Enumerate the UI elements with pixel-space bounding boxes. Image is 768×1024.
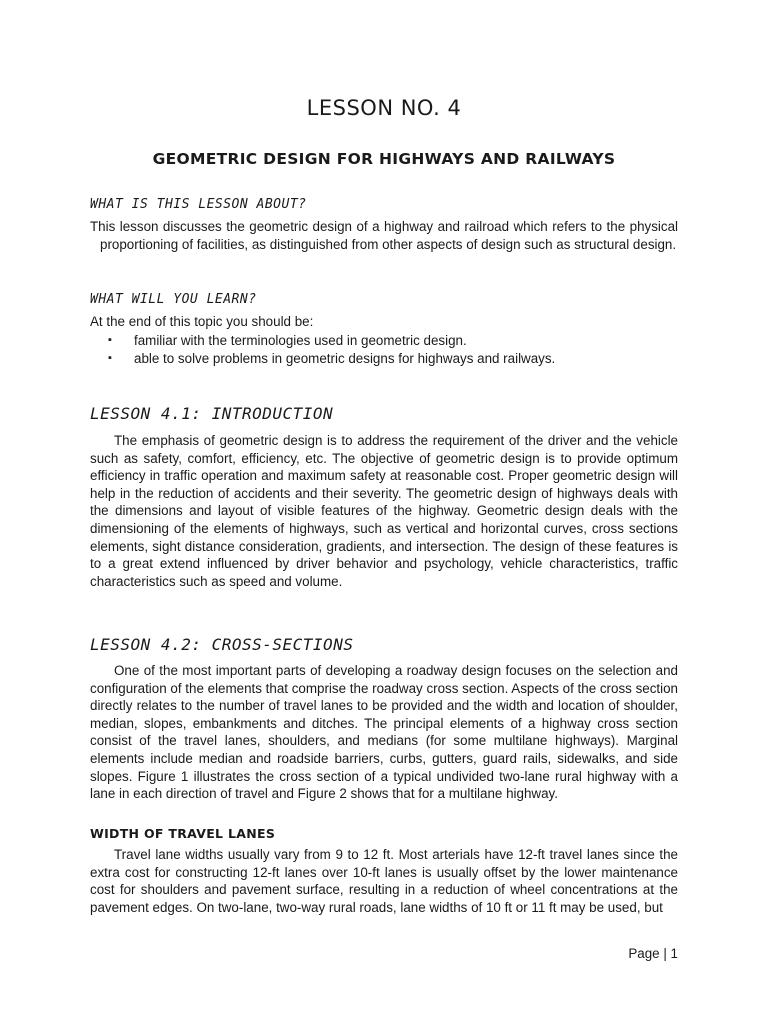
cross-section-heading: LESSON 4.2: CROSS-SECTIONS	[90, 635, 354, 654]
about-text: This lesson discusses the geometric design of a highway and railroad which refers to the physical proportioning of facilities, as distinguished from other aspects of design such as structural design.	[90, 219, 678, 252]
cross-section-text: One of the most important parts of developing a roadway design focuses on the selection and configuration of the elements that comprise the roadway cross section. Aspects of the cross section directly relates to the number of travel lanes to be provided and the width and location of shoulder, median, slopes, embankments and ditches. The principal elements of a highway cross section consist of the travel lanes, shoulders, and medians (for some multilane highways). Marginal elements include median and roadside barriers, curbs, gutters, guard rails, sidewalks, and side slopes. Figure 1 illustrates the cross section of a typical undivided two-lane rural highway with a lane in each direction of travel and Figure 2 shows that for a multilane highway.	[90, 663, 678, 802]
lesson-title: LESSON NO. 4	[306, 96, 462, 120]
learn-heading: WHAT WILL YOU LEARN?	[90, 292, 257, 307]
width-lanes-text: Travel lane widths usually vary from 9 to 12 ft. Most arterials have 12-ft travel lanes since the extra cost for constructing 12-ft lanes over 10-ft lanes is usually offset by the lower maintenance cost for shoulders and pavement surface, resulting in a reduction of wheel concentrations at the pavement edges. On two-lane, two-way rural roads, lane widths of 10 ft or 11 ft may be used, but	[90, 847, 678, 915]
list-item: ▪ familiar with the terminologies used in geometric design.	[108, 332, 555, 350]
intro-heading: LESSON 4.1: INTRODUCTION	[90, 404, 334, 423]
about-heading: WHAT IS THIS LESSON ABOUT?	[90, 197, 307, 212]
width-lanes-heading: WIDTH OF TRAVEL LANES	[90, 826, 276, 841]
learn-intro: At the end of this topic you should be:	[90, 314, 314, 329]
list-item: ▪ able to solve problems in geometric designs for highways and railways.	[108, 350, 555, 368]
intro-text: The emphasis of geometric design is to address the requirement of the driver and the vehicle such as safety, comfort, efficiency, etc. The objective of geometric design is to provide optimum efficiency in traffic operation and maximum safety at reasonable cost. Proper geometric design will help in the reduction of accidents and their severity. The geometric design of highways deals with the dimensions and layout of visible features of the highway. Geometric design deals with the dimensioning of the elements of highways, such as vertical and horizontal curves, cross sections elements, sight distance consideration, gradients, and intersection. The design of these features is to a great extend influenced by driver behavior and psychology, vehicle characteristics, traffic characteristics such as speed and volume.	[90, 433, 678, 589]
main-title: GEOMETRIC DESIGN FOR HIGHWAYS AND RAILWAYS	[152, 150, 616, 168]
page-number: Page | 1	[628, 946, 678, 961]
learn-bullet-list	[108, 332, 555, 367]
